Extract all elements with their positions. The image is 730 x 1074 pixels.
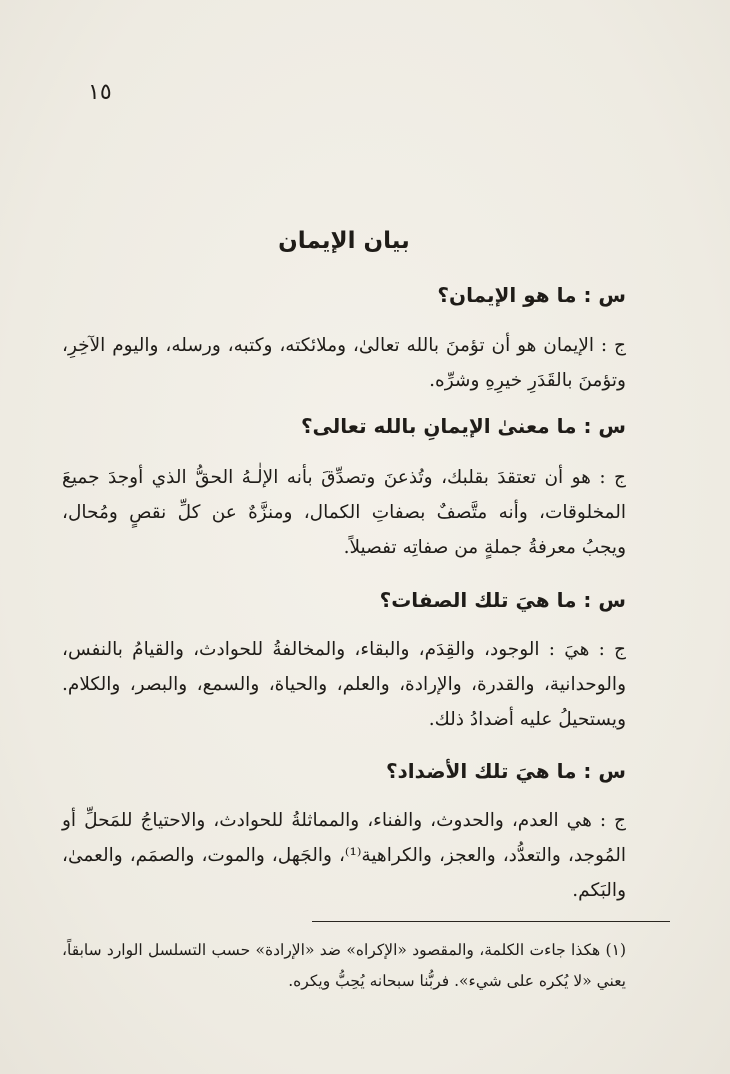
answer-1: ج : الإيمان هو أن تؤمنَ بالله تعالىٰ، وملائكته، وكتبه، ورسله، واليوم الآخِرِ، وتؤمنَ بالقَدَرِ خيرِهِ وشرِّه. — [62, 335, 626, 391]
question-1: س : ما هو الإيمان؟ — [437, 283, 626, 307]
question-3: س : ما هيَ تلك الصفات؟ — [379, 588, 626, 612]
footnote-separator — [312, 921, 670, 922]
footnote: (١) هكذا جاءت الكلمة، والمقصود «الإكراه» ضد «الإرادة» حسب التسلسل الوارد سابقاً، يعني «لا يُكره على شيء». فربُّنا سبحانه يُحِبُّ ويكره. — [62, 941, 626, 990]
page-number: ١٥ — [88, 80, 112, 105]
section-title: بيان الإيمان — [278, 228, 410, 254]
answer-3: ج : هيَ : الوجود، والقِدَم، والبقاء، والمخالفةُ للحوادث، والقيامُ بالنفس، والوحدانية، والقدرة، والإرادة، والعلم، والحياة، والسمع، والبصر، والكلام. ويستحيلُ عليه أضدادُ ذلك. — [62, 639, 626, 730]
question-2: س : ما معنىٰ الإيمانِ بالله تعالى؟ — [300, 414, 626, 438]
question-4: س : ما هيَ تلك الأضداد؟ — [385, 759, 626, 783]
answer-4: ج : هي العدم، والحدوث، والفناء، والمماثلةُ للحوادث، والاحتياجُ للمَحلِّ أو المُوجد، والتعدُّد، والعجز، والكراهية⁽¹⁾، والجَهل، والموت، والصمَم، والعمىٰ، والبَكم. — [62, 810, 626, 901]
answer-2: ج : هو أن تعتقدَ بقلبك، وتُذعنَ وتصدِّقَ بأنه الإلٰـهُ الحقُّ الذي أوجدَ جميعَ المخلوقات، وأنه متَّصفٌ بصفاتِ الكمال، ومنزَّهٌ عن كلِّ نقصٍ ومُحال، ويجبُ معرفةُ جملةٍ من صفاتِه تفصيلاً. — [62, 467, 626, 558]
